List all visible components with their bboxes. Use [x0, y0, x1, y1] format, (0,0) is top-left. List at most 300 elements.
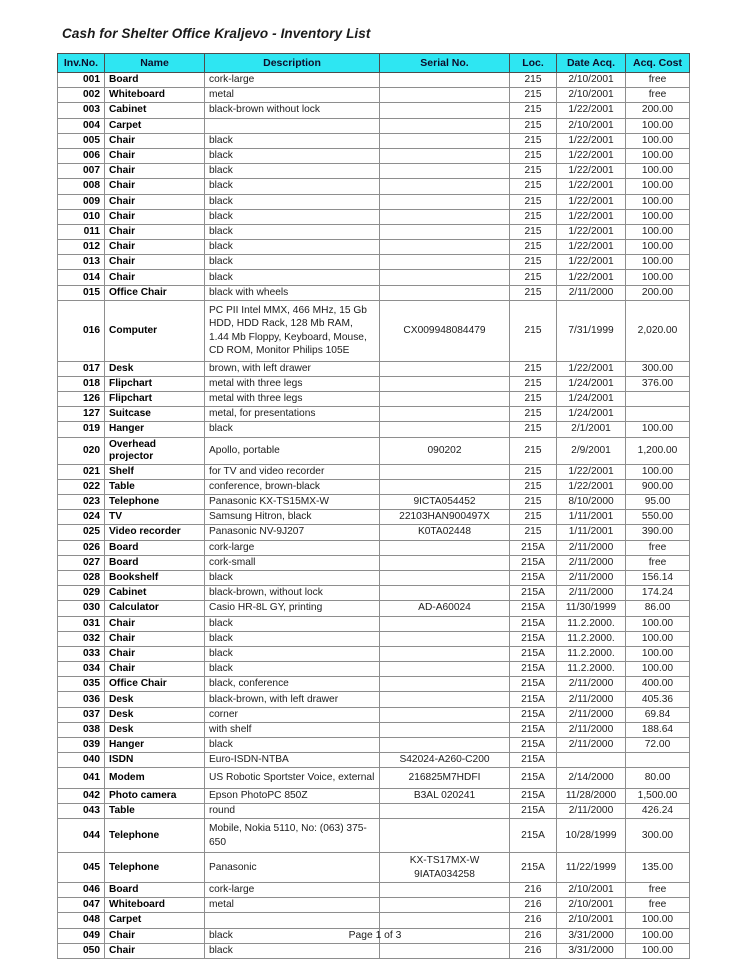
cell-inv-no: 127 — [58, 407, 105, 422]
cell-date-acq: 1/22/2001 — [557, 148, 626, 163]
cell-inv-no: 045 — [58, 853, 105, 883]
cell-serial-no — [380, 707, 510, 722]
cell-inv-no: 028 — [58, 570, 105, 585]
cell-acq-cost: free — [626, 540, 690, 555]
table-row — [58, 164, 690, 179]
cell-serial-no: S42024-A260-C200 — [380, 753, 510, 768]
cell-inv-no: 041 — [58, 768, 105, 788]
cell-acq-cost: 300.00 — [626, 819, 690, 853]
cell-loc: 215 — [510, 179, 557, 194]
cell-description: black — [205, 133, 380, 148]
cell-description: with shelf — [205, 722, 380, 737]
cell-date-acq: 2/10/2001 — [557, 88, 626, 103]
cell-acq-cost: 2,020.00 — [626, 300, 690, 361]
cell-serial-no — [380, 179, 510, 194]
cell-date-acq: 1/22/2001 — [557, 240, 626, 255]
cell-serial-no — [380, 255, 510, 270]
table-row — [58, 300, 690, 361]
cell-acq-cost: 80.00 — [626, 768, 690, 788]
cell-description: black — [205, 270, 380, 285]
cell-description: Euro-ISDN-NTBA — [205, 753, 380, 768]
cell-loc: 215A — [510, 692, 557, 707]
cell-serial-no — [380, 224, 510, 239]
table-row — [58, 240, 690, 255]
cell-date-acq: 2/11/2000 — [557, 677, 626, 692]
cell-description: black — [205, 570, 380, 585]
cell-inv-no: 029 — [58, 586, 105, 601]
cell-inv-no: 042 — [58, 788, 105, 803]
cell-acq-cost: 72.00 — [626, 738, 690, 753]
cell-name: Flipchart — [105, 392, 205, 407]
cell-acq-cost: 86.00 — [626, 601, 690, 616]
cell-name: Modem — [105, 768, 205, 788]
cell-date-acq: 8/10/2000 — [557, 495, 626, 510]
cell-date-acq: 1/22/2001 — [557, 255, 626, 270]
cell-loc: 215A — [510, 853, 557, 883]
cell-name: Telephone — [105, 819, 205, 853]
cell-serial-no: 22103HAN900497X — [380, 510, 510, 525]
cell-name: Carpet — [105, 118, 205, 133]
table-row — [58, 913, 690, 928]
cell-serial-no — [380, 804, 510, 819]
cell-loc: 215 — [510, 73, 557, 88]
cell-loc: 215 — [510, 392, 557, 407]
table-header — [58, 54, 690, 73]
cell-loc: 215A — [510, 586, 557, 601]
cell-inv-no: 047 — [58, 898, 105, 913]
cell-acq-cost: free — [626, 555, 690, 570]
cell-date-acq: 2/14/2000 — [557, 768, 626, 788]
cell-acq-cost: 300.00 — [626, 361, 690, 376]
cell-description: Epson PhotoPC 850Z — [205, 788, 380, 803]
cell-date-acq: 11/22/1999 — [557, 853, 626, 883]
cell-date-acq: 2/10/2001 — [557, 898, 626, 913]
cell-date-acq: 2/9/2001 — [557, 437, 626, 464]
cell-loc: 215A — [510, 804, 557, 819]
cell-name: Flipchart — [105, 376, 205, 391]
cell-inv-no: 026 — [58, 540, 105, 555]
cell-loc: 215A — [510, 753, 557, 768]
cell-acq-cost: 100.00 — [626, 179, 690, 194]
cell-acq-cost: free — [626, 73, 690, 88]
cell-acq-cost: 550.00 — [626, 510, 690, 525]
cell-name: Chair — [105, 133, 205, 148]
cell-inv-no: 022 — [58, 479, 105, 494]
cell-loc: 215A — [510, 616, 557, 631]
cell-description: black — [205, 224, 380, 239]
table-row — [58, 631, 690, 646]
cell-acq-cost: 100.00 — [626, 646, 690, 661]
table-row — [58, 853, 690, 883]
cell-name: Desk — [105, 361, 205, 376]
cell-acq-cost: 100.00 — [626, 913, 690, 928]
cell-date-acq: 10/28/1999 — [557, 819, 626, 853]
cell-description: Samsung Hitron, black — [205, 510, 380, 525]
cell-serial-no — [380, 88, 510, 103]
cell-loc: 215 — [510, 209, 557, 224]
cell-description: black — [205, 164, 380, 179]
cell-acq-cost: 200.00 — [626, 103, 690, 118]
cell-description — [205, 118, 380, 133]
table-row — [58, 662, 690, 677]
cell-name: Board — [105, 555, 205, 570]
cell-serial-no — [380, 540, 510, 555]
cell-acq-cost: 200.00 — [626, 285, 690, 300]
cell-loc: 215A — [510, 540, 557, 555]
cell-date-acq: 2/11/2000 — [557, 285, 626, 300]
cell-name: Calculator — [105, 601, 205, 616]
table-row — [58, 118, 690, 133]
cell-inv-no: 013 — [58, 255, 105, 270]
cell-serial-no — [380, 586, 510, 601]
cell-serial-no — [380, 662, 510, 677]
cell-inv-no: 050 — [58, 943, 105, 958]
cell-date-acq: 2/11/2000 — [557, 586, 626, 601]
cell-inv-no: 032 — [58, 631, 105, 646]
cell-loc: 215A — [510, 555, 557, 570]
cell-loc: 215 — [510, 224, 557, 239]
cell-description: black — [205, 943, 380, 958]
cell-acq-cost: 405.36 — [626, 692, 690, 707]
table-row — [58, 692, 690, 707]
cell-inv-no: 010 — [58, 209, 105, 224]
cell-description: black — [205, 631, 380, 646]
cell-loc: 215A — [510, 631, 557, 646]
cell-date-acq: 2/11/2000 — [557, 540, 626, 555]
cell-loc: 215 — [510, 103, 557, 118]
cell-serial-no — [380, 376, 510, 391]
cell-loc: 215A — [510, 738, 557, 753]
cell-name: Suitcase — [105, 407, 205, 422]
cell-date-acq: 1/22/2001 — [557, 464, 626, 479]
cell-date-acq: 1/22/2001 — [557, 209, 626, 224]
column-header-inv-no: Inv.No. — [58, 54, 105, 73]
cell-date-acq: 1/22/2001 — [557, 224, 626, 239]
cell-date-acq: 11.2.2000. — [557, 662, 626, 677]
cell-description: black-brown, without lock — [205, 586, 380, 601]
cell-name: ISDN — [105, 753, 205, 768]
cell-loc: 216 — [510, 913, 557, 928]
cell-serial-no — [380, 722, 510, 737]
table-row — [58, 479, 690, 494]
cell-name: Carpet — [105, 913, 205, 928]
cell-name: Chair — [105, 194, 205, 209]
cell-date-acq: 11.2.2000. — [557, 646, 626, 661]
cell-inv-no: 025 — [58, 525, 105, 540]
table-row — [58, 194, 690, 209]
table-row — [58, 819, 690, 853]
table-row — [58, 270, 690, 285]
cell-description: PC PII Intel MMX, 466 MHz, 15 Gb HDD, HDD Rack, 128 Mb RAM, 1.44 Mb Floppy, Keyboard, Mouse, CD ROM, Monitor Philips 105E — [205, 300, 380, 361]
cell-inv-no: 023 — [58, 495, 105, 510]
table-row — [58, 495, 690, 510]
column-header-name: Name — [105, 54, 205, 73]
cell-loc: 215A — [510, 768, 557, 788]
cell-description: cork-large — [205, 540, 380, 555]
cell-serial-no — [380, 133, 510, 148]
page-footer: Page 1 of 3 — [348, 930, 402, 941]
cell-serial-no — [380, 913, 510, 928]
cell-date-acq: 11.2.2000. — [557, 616, 626, 631]
cell-description: for TV and video recorder — [205, 464, 380, 479]
table-row — [58, 392, 690, 407]
cell-date-acq: 2/1/2001 — [557, 422, 626, 437]
cell-inv-no: 049 — [58, 928, 105, 943]
cell-date-acq: 1/24/2001 — [557, 407, 626, 422]
table-row — [58, 510, 690, 525]
cell-serial-no: 9ICTA054452 — [380, 495, 510, 510]
cell-serial-no — [380, 270, 510, 285]
cell-inv-no: 016 — [58, 300, 105, 361]
cell-acq-cost: 174.24 — [626, 586, 690, 601]
inventory-table-container — [57, 53, 689, 959]
cell-date-acq: 11.2.2000. — [557, 631, 626, 646]
cell-loc: 215 — [510, 118, 557, 133]
column-header-acq-cost: Acq. Cost — [626, 54, 690, 73]
cell-name: Chair — [105, 148, 205, 163]
cell-inv-no: 034 — [58, 662, 105, 677]
cell-description: black — [205, 422, 380, 437]
cell-loc: 215 — [510, 270, 557, 285]
cell-loc: 215 — [510, 240, 557, 255]
cell-acq-cost: 100.00 — [626, 164, 690, 179]
cell-serial-no — [380, 392, 510, 407]
cell-name: Chair — [105, 164, 205, 179]
cell-serial-no — [380, 943, 510, 958]
cell-loc: 215 — [510, 164, 557, 179]
table-row — [58, 804, 690, 819]
cell-inv-no: 020 — [58, 437, 105, 464]
cell-inv-no: 012 — [58, 240, 105, 255]
cell-date-acq: 2/11/2000 — [557, 555, 626, 570]
cell-serial-no — [380, 819, 510, 853]
cell-description: black — [205, 255, 380, 270]
cell-acq-cost: 100.00 — [626, 240, 690, 255]
cell-acq-cost: 100.00 — [626, 133, 690, 148]
table-row — [58, 738, 690, 753]
cell-loc: 215 — [510, 376, 557, 391]
cell-inv-no: 040 — [58, 753, 105, 768]
cell-serial-no — [380, 479, 510, 494]
table-row — [58, 525, 690, 540]
cell-inv-no: 018 — [58, 376, 105, 391]
table-row — [58, 464, 690, 479]
cell-loc: 215 — [510, 437, 557, 464]
cell-acq-cost: 100.00 — [626, 148, 690, 163]
cell-name: Whiteboard — [105, 88, 205, 103]
cell-loc: 215 — [510, 88, 557, 103]
cell-serial-no — [380, 692, 510, 707]
cell-name: Hanger — [105, 422, 205, 437]
cell-description: Panasonic NV-9J207 — [205, 525, 380, 540]
cell-date-acq: 1/24/2001 — [557, 392, 626, 407]
cell-date-acq: 2/11/2000 — [557, 738, 626, 753]
table-row — [58, 422, 690, 437]
cell-description — [205, 913, 380, 928]
cell-serial-no: KX-TS17MX-W 9IATA034258 — [380, 853, 510, 883]
cell-serial-no: AD-A60024 — [380, 601, 510, 616]
cell-loc: 215A — [510, 722, 557, 737]
cell-name: Chair — [105, 662, 205, 677]
cell-acq-cost: 100.00 — [626, 118, 690, 133]
cell-loc: 215 — [510, 133, 557, 148]
cell-loc: 215A — [510, 601, 557, 616]
cell-acq-cost: 100.00 — [626, 616, 690, 631]
cell-description: round — [205, 804, 380, 819]
cell-serial-no — [380, 646, 510, 661]
cell-name: Chair — [105, 270, 205, 285]
cell-date-acq: 2/10/2001 — [557, 883, 626, 898]
cell-date-acq: 2/11/2000 — [557, 570, 626, 585]
cell-acq-cost: 95.00 — [626, 495, 690, 510]
cell-date-acq: 1/22/2001 — [557, 270, 626, 285]
table-row — [58, 209, 690, 224]
cell-description: corner — [205, 707, 380, 722]
cell-inv-no: 033 — [58, 646, 105, 661]
cell-acq-cost: 390.00 — [626, 525, 690, 540]
cell-acq-cost: 156.14 — [626, 570, 690, 585]
column-header-serial-no: Serial No. — [380, 54, 510, 73]
cell-acq-cost: 100.00 — [626, 255, 690, 270]
cell-date-acq: 1/22/2001 — [557, 361, 626, 376]
cell-serial-no — [380, 209, 510, 224]
cell-date-acq: 1/22/2001 — [557, 164, 626, 179]
cell-loc: 215A — [510, 677, 557, 692]
cell-date-acq: 2/11/2000 — [557, 707, 626, 722]
cell-name: Board — [105, 540, 205, 555]
cell-name: Cabinet — [105, 103, 205, 118]
cell-loc: 215 — [510, 148, 557, 163]
cell-acq-cost — [626, 407, 690, 422]
table-row — [58, 883, 690, 898]
cell-inv-no: 036 — [58, 692, 105, 707]
table-row — [58, 677, 690, 692]
table-row — [58, 148, 690, 163]
cell-description: black — [205, 179, 380, 194]
cell-serial-no — [380, 898, 510, 913]
cell-name: Desk — [105, 692, 205, 707]
cell-name: Desk — [105, 707, 205, 722]
cell-description: conference, brown-black — [205, 479, 380, 494]
cell-acq-cost: 100.00 — [626, 662, 690, 677]
cell-date-acq: 2/11/2000 — [557, 804, 626, 819]
table-header-row — [58, 54, 690, 73]
table-row — [58, 285, 690, 300]
cell-name: Chair — [105, 179, 205, 194]
cell-name: TV — [105, 510, 205, 525]
cell-acq-cost: 69.84 — [626, 707, 690, 722]
cell-inv-no: 014 — [58, 270, 105, 285]
cell-loc: 215 — [510, 525, 557, 540]
cell-loc: 215 — [510, 361, 557, 376]
cell-serial-no: K0TA02448 — [380, 525, 510, 540]
cell-date-acq: 1/22/2001 — [557, 194, 626, 209]
cell-serial-no: 216825M7HDFI — [380, 768, 510, 788]
cell-description: metal with three legs — [205, 376, 380, 391]
cell-acq-cost: 100.00 — [626, 422, 690, 437]
cell-serial-no — [380, 631, 510, 646]
cell-description: Casio HR-8L GY, printing — [205, 601, 380, 616]
table-row — [58, 255, 690, 270]
table-row — [58, 437, 690, 464]
cell-description: Mobile, Nokia 5110, No: (063) 375-650 — [205, 819, 380, 853]
table-body — [58, 73, 690, 959]
cell-acq-cost: 100.00 — [626, 928, 690, 943]
cell-acq-cost: 100.00 — [626, 194, 690, 209]
cell-inv-no: 005 — [58, 133, 105, 148]
cell-serial-no — [380, 738, 510, 753]
table-row — [58, 73, 690, 88]
cell-description: black — [205, 209, 380, 224]
table-row — [58, 88, 690, 103]
cell-serial-no — [380, 407, 510, 422]
cell-loc: 216 — [510, 883, 557, 898]
cell-serial-no — [380, 285, 510, 300]
cell-name: Whiteboard — [105, 898, 205, 913]
cell-loc: 215 — [510, 194, 557, 209]
cell-description: cork-large — [205, 73, 380, 88]
cell-name: Chair — [105, 224, 205, 239]
cell-inv-no: 046 — [58, 883, 105, 898]
cell-name: Cabinet — [105, 586, 205, 601]
cell-acq-cost: 1,500.00 — [626, 788, 690, 803]
cell-inv-no: 039 — [58, 738, 105, 753]
cell-acq-cost: 100.00 — [626, 464, 690, 479]
cell-loc: 215 — [510, 479, 557, 494]
cell-description: black — [205, 240, 380, 255]
cell-name: Chair — [105, 209, 205, 224]
cell-inv-no: 021 — [58, 464, 105, 479]
cell-acq-cost: 376.00 — [626, 376, 690, 391]
cell-date-acq: 1/11/2001 — [557, 525, 626, 540]
cell-description: cork-large — [205, 883, 380, 898]
cell-serial-no — [380, 164, 510, 179]
cell-inv-no: 037 — [58, 707, 105, 722]
column-header-description: Description — [205, 54, 380, 73]
table-row — [58, 788, 690, 803]
cell-description: metal — [205, 88, 380, 103]
cell-description: black, conference — [205, 677, 380, 692]
cell-serial-no: 090202 — [380, 437, 510, 464]
cell-serial-no — [380, 148, 510, 163]
cell-name: Overhead projector — [105, 437, 205, 464]
cell-inv-no: 003 — [58, 103, 105, 118]
cell-description: Apollo, portable — [205, 437, 380, 464]
cell-name: Table — [105, 804, 205, 819]
inventory-table — [57, 53, 690, 959]
cell-inv-no: 008 — [58, 179, 105, 194]
page-title: Cash for Shelter Office Kraljevo - Inventory List — [62, 26, 371, 41]
table-row — [58, 753, 690, 768]
cell-serial-no — [380, 240, 510, 255]
cell-acq-cost: 426.24 — [626, 804, 690, 819]
cell-inv-no: 009 — [58, 194, 105, 209]
cell-description: US Robotic Sportster Voice, external — [205, 768, 380, 788]
cell-inv-no: 011 — [58, 224, 105, 239]
cell-loc: 215 — [510, 510, 557, 525]
cell-description: black-brown without lock — [205, 103, 380, 118]
cell-date-acq: 11/28/2000 — [557, 788, 626, 803]
cell-inv-no: 002 — [58, 88, 105, 103]
table-row — [58, 943, 690, 958]
cell-name: Video recorder — [105, 525, 205, 540]
cell-acq-cost: 100.00 — [626, 631, 690, 646]
cell-loc: 215A — [510, 570, 557, 585]
cell-acq-cost — [626, 392, 690, 407]
cell-serial-no — [380, 555, 510, 570]
cell-acq-cost: free — [626, 88, 690, 103]
cell-inv-no: 006 — [58, 148, 105, 163]
